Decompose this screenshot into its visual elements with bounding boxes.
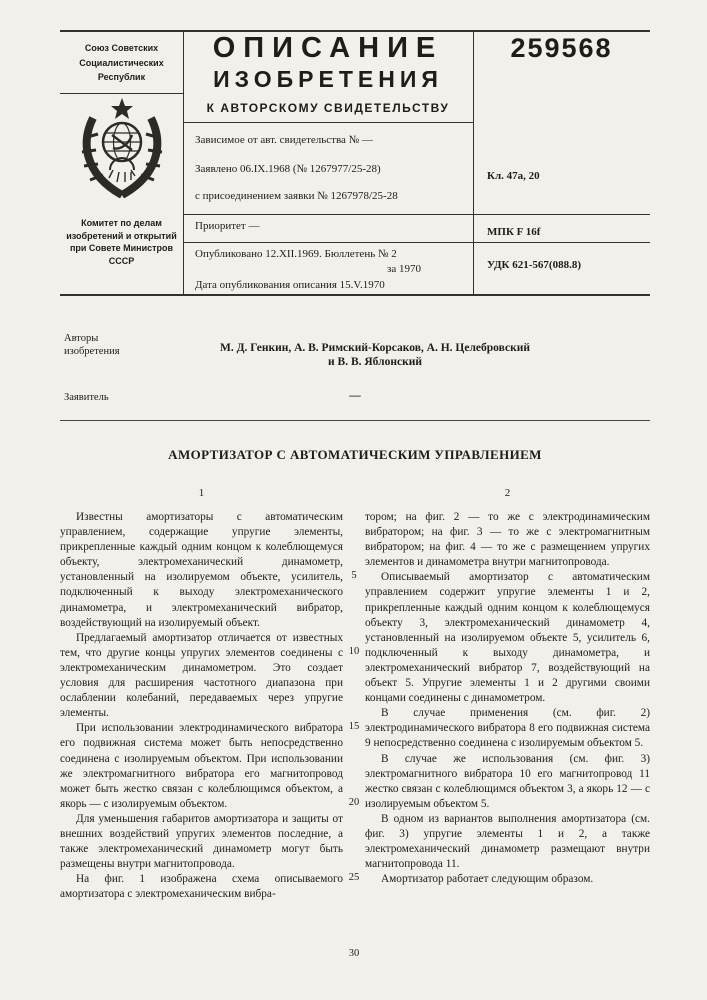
invention-title: АМОРТИЗАТОР С АВТОМАТИЧЕСКИМ УПРАВЛЕНИЕМ xyxy=(168,447,542,462)
authors-label: Авторы изобретения xyxy=(64,333,120,357)
text-column-2 xyxy=(365,510,650,902)
classification-udk: УДК 621-567(088.8) xyxy=(487,259,581,271)
union-name: Союз Советских Социалистических Республик xyxy=(79,43,164,82)
applicant-value: — xyxy=(349,390,361,402)
column-number-2: 2 xyxy=(504,487,511,499)
column-number-1: 1 xyxy=(198,487,205,499)
document-heading-block xyxy=(183,30,473,296)
field-published: Опубликовано 12.XII.1969. Бюллетень № 2 xyxy=(195,248,397,260)
paragraph: В одном из вариантов выполнения амортизатора (см. фиг. 3) упругие элементы 1 и 2, а также электромеханический динамометр размещают внутри магнитопровода 11. xyxy=(365,812,650,871)
classification-block xyxy=(473,30,650,296)
line-number: 5 xyxy=(351,570,357,581)
paragraph: Для уменьшения габаритов амортизатора и защиты от внешних воздействий упругих элементов последние, а также электромеханический динамометр могут быть размещены внутри магнитопровода. xyxy=(60,812,343,871)
authors-block xyxy=(60,296,650,421)
text-column-1 xyxy=(60,510,343,902)
author-names-line1: М. Д. Генкин, А. В. Римский-Корсаков, А. Н. Целебровский xyxy=(220,342,530,354)
paragraph: Амортизатор работает следующим образом. xyxy=(381,873,594,886)
paragraph: Известны амортизаторы с автоматическим управлением, содержащие упругие элементы, прикрепленные каждый одним концом к колеблющемуся объекту, электромеханический динамометр, установленный на изолируемом объекте, усилитель, подключенный к выходу электромеханического динамометра, и электромеханический вибратор, воздействующий на изолируемый объект. xyxy=(60,511,343,629)
committee-name: Комитет по делам изобретений и открытий при Совете Министров СССР xyxy=(66,218,177,266)
paragraph: тором; на фиг. 2 — то же с электродинамическим вибратором; на фиг. 3 — то же с электромагнитным вибратором; на фиг. 4 — то же с размещением упругих элементов и динамометра внутри магнитопровода. xyxy=(365,511,650,569)
paragraph: На фиг. 1 изображена схема описываемого амортизатора с электромеханическим вибра- xyxy=(60,873,343,901)
line-number: 15 xyxy=(348,721,360,732)
classification-mpk: МПК F 16f xyxy=(487,226,541,238)
field-dependent-certificate: Зависимое от авт. свидетельства № — xyxy=(195,134,373,146)
line-number-gutter xyxy=(343,510,365,959)
line-number: 20 xyxy=(348,797,360,808)
field-priority: Приоритет — xyxy=(195,220,260,232)
patent-header xyxy=(60,30,650,296)
column-numbers xyxy=(60,487,650,500)
field-attached-application: с присоединением заявки № 1267978/25-28 xyxy=(195,190,398,202)
classification-kl: Кл. 47а, 20 xyxy=(487,170,540,182)
paragraph: Предлагаемый амортизатор отличается от известных тем, что другие концы упругих элементов соединены с электромеханическим динамометром. Это создает условия для расширения частотного диапазона при ослаблении колебаний, передаваемых через упругие элементы. xyxy=(60,631,343,720)
field-application-filed: Заявлено 06.IX.1968 (№ 1267977/25-28) xyxy=(195,163,381,175)
document-title-line2: ИЗОБРЕТЕНИЯ xyxy=(213,66,443,92)
line-number: 30 xyxy=(348,948,360,959)
ussr-coat-of-arms-icon xyxy=(79,98,165,198)
document-subtitle: К АВТОРСКОМУ СВИДЕТЕЛЬСТВУ xyxy=(206,101,450,115)
line-number: 10 xyxy=(348,646,360,657)
author-names-line2: и В. В. Яблонский xyxy=(328,356,422,368)
paragraph: В случае применения (см. фиг. 2) электродинамического вибратора 8 его подвижная система 9 непосредственно соединена с изолируемым объектом 5. xyxy=(365,707,650,750)
body-text xyxy=(60,510,650,959)
patent-number: 259568 xyxy=(510,33,613,63)
document-title-line1: ОПИСАНИЕ xyxy=(212,32,444,64)
field-description-date: Дата опубликования описания 15.V.1970 xyxy=(195,279,385,291)
applicant-label: Заявитель xyxy=(64,392,109,403)
field-published-year: за 1970 xyxy=(387,263,421,275)
line-number: 25 xyxy=(348,872,360,883)
divider-line xyxy=(60,420,650,421)
paragraph: Описываемый амортизатор с автоматическим управлением содержит упругие элементы 1 и 2, прикрепленные каждый одним концом к колеблющемуся объекту 3, электромеханический динамометр 4, установленный на изолируемом объекте 5, усилитель 6, подключенный к выходу динамометра, и электромеханический вибратор 7, воздействующий на объект 5. Упругие элементы 1 и 2 другими своими концами соединены с динамометром. xyxy=(365,571,650,705)
paragraph: При использовании электродинамического вибратора его подвижная система может быть непосредственно соединена с изолируемым объектом. При использовании же электромагнитного вибратора его магнитопровод может быть жестко связан с колеблющимся объектом, а якорь — с изолируемым объектом. xyxy=(60,722,343,810)
paragraph: В случае же использования (см. фиг. 3) электромагнитного вибратора 10 его магнитопровод 11 жестко связан с колеблющимся объектом 3, а якорь 12 — с изолируемым объектом 5. xyxy=(365,752,650,810)
issuing-authority-block xyxy=(60,30,183,296)
